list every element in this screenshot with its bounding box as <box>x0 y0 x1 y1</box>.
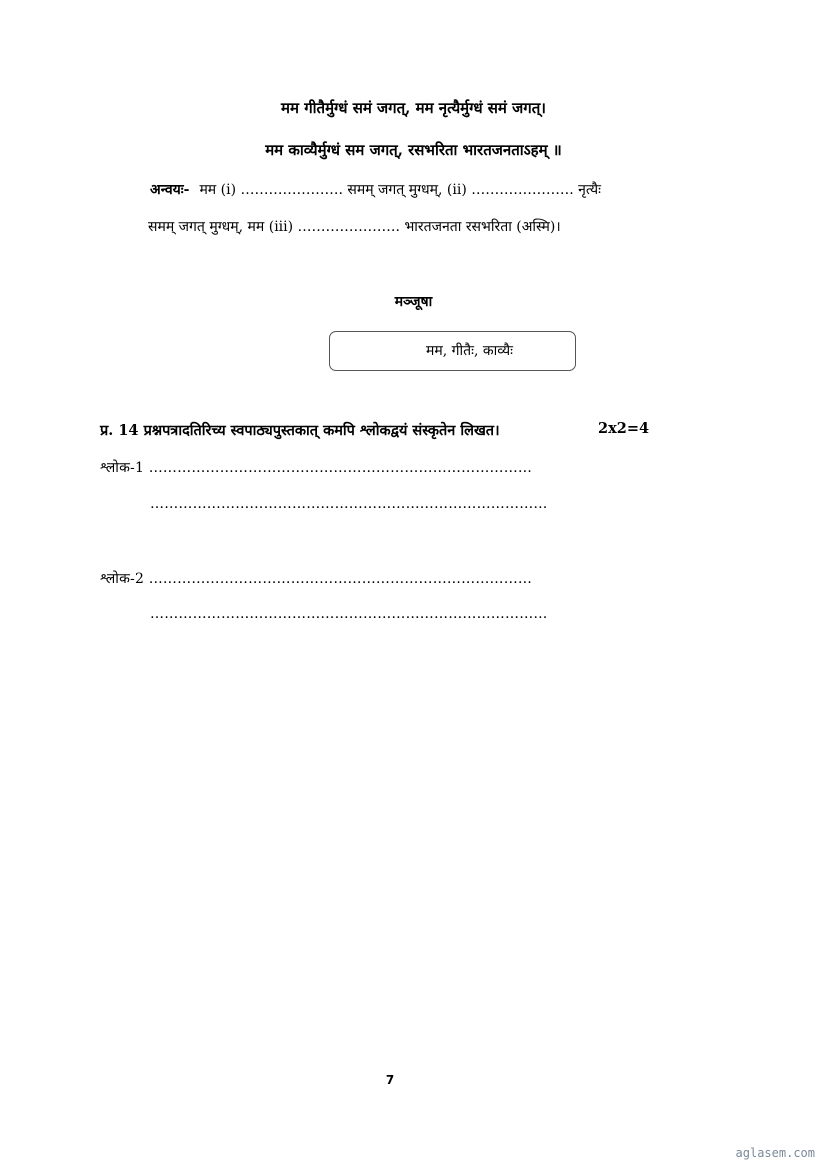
question-14: प्र. 14 प्रश्नपत्रादतिरिच्य स्वपाठ्यपुस्तकात् कमपि श्लोकद्वयं संस्कृतेन लिखत। <box>100 422 500 439</box>
sloka-2-continuation-line: ………………………………………………………………………… <box>150 606 548 622</box>
manjusha-box <box>329 331 576 371</box>
anvaya-line-2: समम् जगत् मुग्धम्, मम (iii) …………………. भारतजनता रसभरिता (अस्मि)। <box>148 219 561 235</box>
verse-line-1: मम गीतैर्मुग्धं समं जगत्, मम नृत्यैर्मुग्धं समं जगत्। <box>281 99 546 117</box>
sloka-1-answer-line: श्लोक-1 ……………………………………………………………………… <box>100 460 533 476</box>
anvaya-label: अन्वयः- <box>150 182 190 198</box>
anvaya-text-1: मम (i) …………………. समम् जगत् मुग्धम्, (ii) …………………. नृत्यैः <box>199 182 601 198</box>
anvaya-line-1 <box>150 180 601 199</box>
page-number: 7 <box>385 1073 395 1087</box>
sloka-2-answer-line: श्लोक-2 ……………………………………………………………………… <box>100 571 533 587</box>
verse-line-2: मम काव्यैर्मुग्धं सम जगत्, रसभरिता भारतजनताऽहम् ॥ <box>265 141 562 159</box>
manjusha-title: मञ्जूषा <box>394 294 433 310</box>
manjusha-words: मम, गीतैः, काव्यैः <box>426 343 513 359</box>
question-14-marks: 2x2=4 <box>598 420 650 437</box>
watermark-text: aglasem.com <box>735 1146 815 1160</box>
sloka-1-continuation-line: ………………………………………………………………………… <box>150 496 548 512</box>
